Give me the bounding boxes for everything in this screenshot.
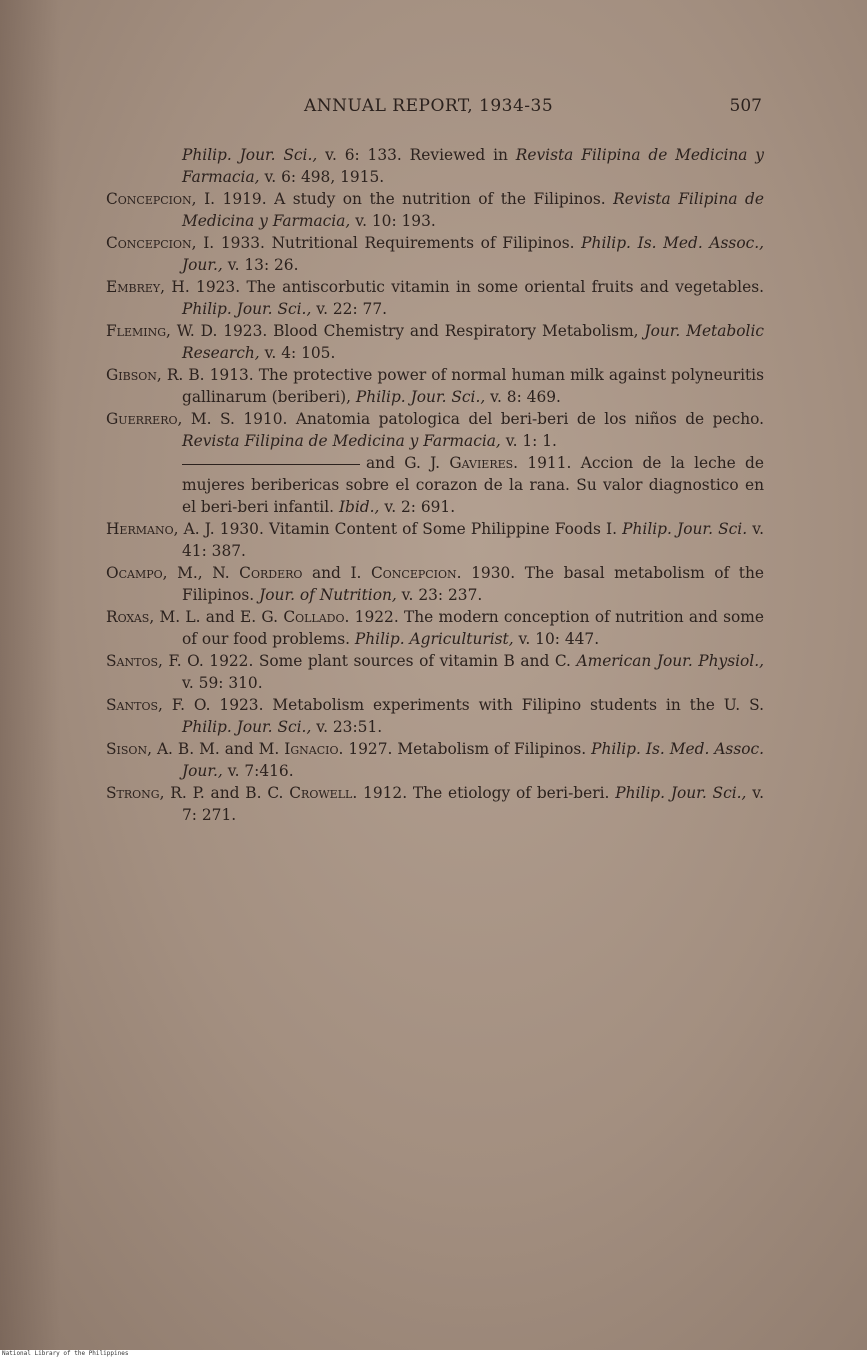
reference-text: , A. B. M. and M. <box>147 740 285 758</box>
reference-entry <box>106 232 764 276</box>
reference-text: v. 7: 271. <box>182 784 765 824</box>
reference-text: , R. B. 1913. The protective power of normal human milk against polyneuritis gallinarum (beriberi), <box>156 366 764 406</box>
journal-title: Philip. Jour. Sci., <box>182 718 312 736</box>
reference-entry <box>106 320 764 364</box>
reference-text: , H. 1923. The antiscorbutic vitamin in some oriental fruits and vegetables. <box>160 278 764 296</box>
reference-text: , M. S. 1910. Anatomia patologica del beri-beri de los niños de pecho. <box>177 410 764 428</box>
author-name: Gibson <box>106 366 157 384</box>
reference-text: , I. 1919. A study on the nutrition of the Filipinos. <box>191 190 614 208</box>
journal-title: Ibid., <box>338 498 380 516</box>
reference-text: v. 10: 447. <box>513 630 600 648</box>
journal-title: Philip. Jour. Sci., <box>182 300 312 318</box>
reference-text: v. 23: 237. <box>396 586 483 604</box>
reference-text: v. 13: 26. <box>222 256 299 274</box>
reference-entry <box>106 606 764 650</box>
reference-text: v. 2: 691. <box>379 498 456 516</box>
binding-shadow <box>0 0 60 1350</box>
journal-title: Philip. Jour. Sci., <box>615 784 747 802</box>
author-name: Guerrero <box>106 410 178 428</box>
reference-text: , F. O. 1923. Metabolism experiments with Filipino students in the U. S. <box>158 696 764 714</box>
reference-text: v. 23:51. <box>311 718 383 736</box>
reference-text: , M. L. and E. G. <box>149 608 284 626</box>
journal-title: Jour. Metabolic Research, <box>182 322 764 362</box>
author-name: Strong <box>106 784 160 802</box>
reference-text: v. 10: 193. <box>350 212 436 230</box>
author-name: Fleming <box>106 322 167 340</box>
author-name: Sison <box>106 740 148 758</box>
reference-entry <box>106 144 764 188</box>
reference-text: v. 41: 387. <box>182 520 764 560</box>
bibliography-list <box>106 144 764 826</box>
reference-text: and G. J. <box>366 454 450 472</box>
journal-title: Philip. Jour. Sci. <box>622 520 748 538</box>
journal-title: Jour. of Nutrition, <box>259 586 397 604</box>
journal-title: Philip. Jour. Sci., <box>182 146 318 164</box>
page-number: 507 <box>729 96 762 116</box>
author-name: Concepcion <box>106 234 192 252</box>
reference-entry <box>106 694 764 738</box>
journal-title: Philip. Agriculturist, <box>354 630 514 648</box>
author-name: Concepcion <box>371 564 457 582</box>
reference-text: , F. O. 1922. Some plant sources of vitamin B and C. <box>158 652 577 670</box>
reference-text: v. 1: 1. <box>500 432 557 450</box>
author-name: Ignacio <box>284 740 339 758</box>
reference-text: , W. D. 1923. Blood Chemistry and Respiratory Metabolism, <box>166 322 645 340</box>
author-name: Collado <box>283 608 345 626</box>
author-name: Embrey <box>106 278 161 296</box>
reference-text: and I. <box>302 564 371 582</box>
reference-entry <box>106 782 764 826</box>
reference-entry <box>106 188 764 232</box>
reference-entry <box>106 408 764 452</box>
author-name: Gavieres <box>449 454 514 472</box>
author-name: Santos <box>106 696 159 714</box>
journal-title: Revista Filipina de Medicina y Farmacia, <box>182 432 501 450</box>
reference-text: . 1911. Accion de la leche de mujeres beribericas sobre el corazon de la rana. Su valor diagnostico en el beri-beri infantil. <box>182 454 764 516</box>
author-name: Santos <box>106 652 159 670</box>
reference-entry <box>106 364 764 408</box>
reference-text: v. 4: 105. <box>259 344 336 362</box>
reference-text: . 1930. The basal metabolism of the Filipinos. <box>182 564 764 604</box>
reference-text: v. 7:416. <box>222 762 294 780</box>
reference-text: . 1912. The etiology of beri-beri. <box>352 784 616 802</box>
ditto-dash <box>182 464 360 465</box>
reference-text: v. 22: 77. <box>311 300 388 318</box>
reference-text: v. 6: 133. Reviewed in <box>317 146 516 164</box>
journal-title: Revista Filipina de Medicina y Farmacia, <box>182 190 764 230</box>
page-header <box>0 96 867 122</box>
reference-entry <box>106 276 764 320</box>
author-name: Crowell <box>289 784 353 802</box>
author-name: Ocampo <box>106 564 163 582</box>
reference-text: , M., N. <box>162 564 240 582</box>
author-name: Concepcion <box>106 190 192 208</box>
author-name: Roxas <box>106 608 150 626</box>
author-name: Hermano <box>106 520 174 538</box>
reference-text: . 1927. Metabolism of Filipinos. <box>338 740 592 758</box>
reference-entry <box>106 650 764 694</box>
journal-title: Revista Filipina de Medicina y Farmacia, <box>182 146 764 186</box>
reference-entry <box>106 738 764 782</box>
reference-entry <box>106 562 764 606</box>
author-name: Cordero <box>239 564 303 582</box>
reference-text: , I. 1933. Nutritional Requirements of Filipinos. <box>191 234 582 252</box>
reference-text: v. 59: 310. <box>182 674 263 692</box>
reference-entry <box>106 452 764 518</box>
journal-title: Philip. Jour. Sci., <box>355 388 486 406</box>
reference-text: , A. J. 1930. Vitamin Content of Some Philippine Foods I. <box>173 520 623 538</box>
reference-text: v. 6: 498, 1915. <box>259 168 385 186</box>
running-title: ANNUAL REPORT, 1934-35 <box>304 96 554 116</box>
reference-text: . 1922. The modern conception of nutrition and some of our food problems. <box>182 608 764 648</box>
journal-title: American Jour. Physiol., <box>576 652 765 670</box>
journal-title: Philip. Is. Med. Assoc., Jour., <box>182 234 765 274</box>
footer-credit: National Library of the Philippines <box>0 1350 867 1358</box>
reference-text: , R. P. and B. C. <box>159 784 290 802</box>
journal-title: Philip. Is. Med. Assoc. Jour., <box>182 740 765 780</box>
reference-text: v. 8: 469. <box>485 388 561 406</box>
reference-entry <box>106 518 764 562</box>
